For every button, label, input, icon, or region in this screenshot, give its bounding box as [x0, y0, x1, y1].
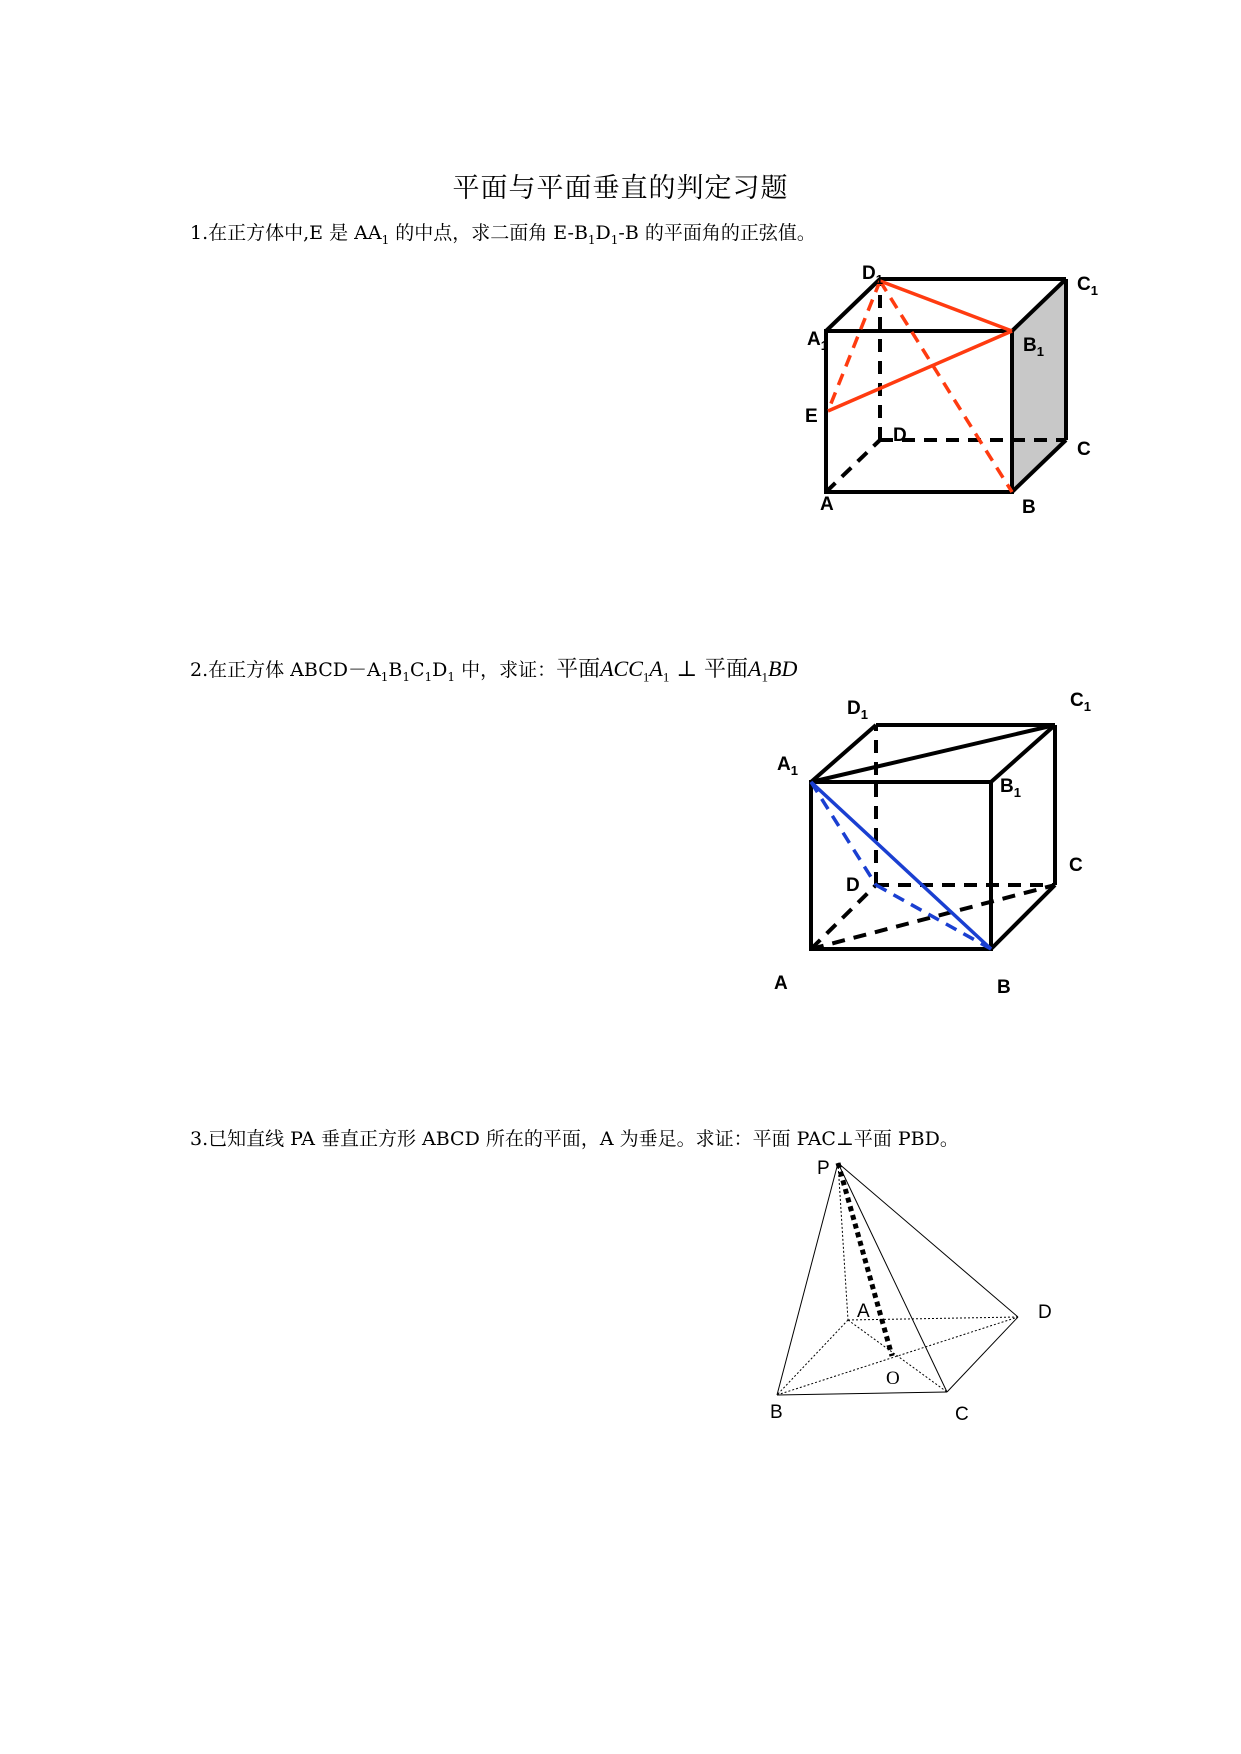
math-sub-2: 1 [662, 669, 670, 685]
fig1-label-b: B [1022, 497, 1036, 518]
figure-3-pyramid [770, 1158, 1052, 1425]
math-plane-word-1: 平面 [556, 657, 601, 682]
fig3-label-p: P [817, 1158, 830, 1179]
figure-2-cube [774, 690, 1091, 998]
question-3-number: 3. [190, 1128, 209, 1150]
fig2-label-c: C [1069, 855, 1083, 876]
fig1-red-d1b1 [880, 281, 1012, 331]
question-1-text-a: 在正方体中,E 是 AA [208, 222, 382, 244]
perpendicular-symbol: ⊥ [669, 657, 705, 682]
question-2-sub-b: 1 [402, 669, 410, 684]
question-1-text-b: 的中点，求二面角 E-B [389, 222, 588, 244]
question-2-text-d: D [432, 659, 448, 681]
fig1-label-d: D [893, 425, 907, 446]
question-2-sub-c: 1 [424, 669, 433, 684]
fig2-label-a1: $A_1$ [777, 754, 798, 778]
question-3-text: 已知直线 PA 垂直正方形 ABCD 所在的平面，A 为垂足。求证：平面 PAC⊥平面 PBD。 [208, 1128, 959, 1150]
fig1-label-d1: $D_1$ [862, 263, 883, 287]
question-2-sub-d: 1 [447, 669, 456, 684]
fig3-label-b: B [770, 1402, 783, 1423]
fig1-label-e: E [805, 406, 818, 427]
fig1-label-c1: $C_1$ [1077, 274, 1098, 298]
fig1-label-c: C [1077, 439, 1091, 460]
question-2-sub-a: 1 [380, 669, 389, 684]
fig1-front-face [826, 331, 1012, 492]
fig1-label-b1: $B_1$ [1023, 335, 1044, 359]
question-2-text-b: B [388, 659, 403, 681]
fig3-label-d: D [1038, 1302, 1052, 1323]
fig2-label-d: D [846, 875, 860, 896]
fig2-label-d1: $D_1$ [847, 698, 868, 722]
question-1-number: 1. [190, 222, 209, 244]
fig3-hidden-ad [848, 1317, 1018, 1320]
question-2-number: 2. [190, 659, 209, 681]
fig1-label-a1: $A_1$ [807, 329, 828, 353]
math-bd: BD [768, 656, 798, 681]
question-1-sub-b: 1 [587, 232, 596, 247]
question-2-text-e: 中，求证： [455, 659, 557, 681]
fig3-edge-pb [777, 1163, 838, 1395]
fig2-edge-bc [991, 885, 1055, 949]
fig2-label-c1: $C_1$ [1070, 690, 1091, 714]
fig1-label-a: A [820, 494, 834, 515]
question-1-sub-a: 1 [381, 232, 390, 247]
question-1-sub-c: 1 [610, 232, 619, 247]
question-1-text-d: -B 的平面角的正弦值。 [618, 222, 816, 244]
math-plane-word-2: 平面 [704, 657, 749, 682]
fig1-red-d1b [880, 281, 1012, 492]
math-a: A [649, 656, 663, 681]
math-sub-1: 1 [642, 669, 650, 685]
fig3-label-o: O [886, 1368, 900, 1389]
math-a1: A [748, 656, 762, 681]
math-acc: ACC [600, 656, 643, 681]
question-2-text-c: C [409, 659, 425, 681]
fig3-label-a: A [857, 1301, 870, 1322]
fig3-hidden-pa [838, 1163, 848, 1320]
fig3-label-c: C [955, 1404, 969, 1425]
figure-1-cube [805, 263, 1098, 518]
fig2-label-b: B [997, 977, 1011, 998]
question-1-text-c: D [595, 222, 611, 244]
fig2-label-a: A [774, 973, 788, 994]
fig2-diag-a1c1 [811, 725, 1055, 782]
page-title: 平面与平面垂直的判定习题 [452, 173, 789, 204]
fig3-edge-bc [777, 1392, 947, 1395]
fig3-edge-pd [838, 1163, 1018, 1317]
math-sub-3: 1 [761, 669, 768, 685]
fig1-hidden-ad [826, 440, 880, 492]
fig1-shaded-face [1012, 279, 1066, 492]
fig2-label-b1: $B_1$ [1000, 776, 1021, 800]
question-2-text-a: 在正方体 ABCD－A [208, 659, 381, 681]
